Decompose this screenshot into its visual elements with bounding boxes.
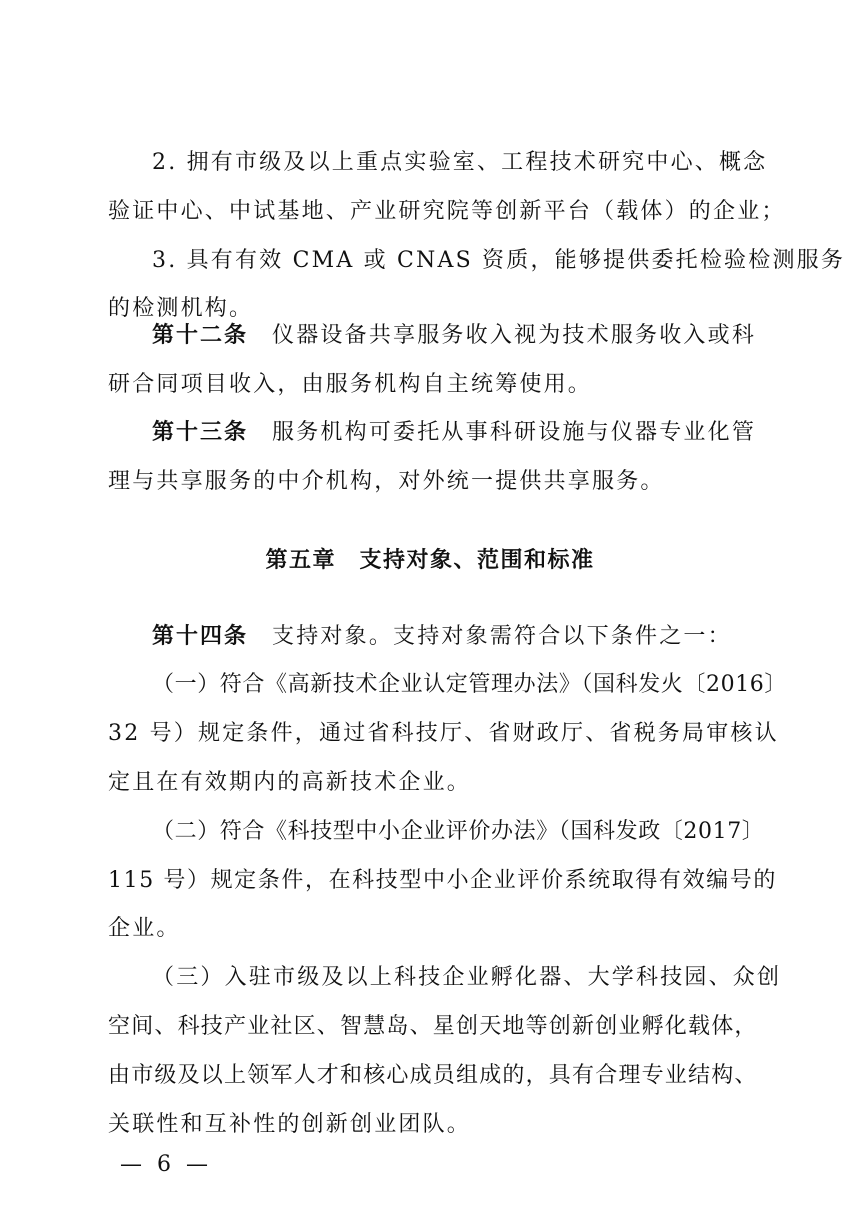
paragraph-line: （二）符合《科技型中小企业评价办法》（国科发政〔2017〕: [152, 819, 765, 844]
paragraph-line: 的检测机构。: [108, 296, 254, 321]
paragraph-line: （一）符合《高新技术企业认定管理办法》（国科发火〔2016〕: [152, 672, 787, 697]
article-13-title: 第十三条: [152, 420, 249, 445]
paragraph-line: 32 号）规定条件，通过省科技厅、省财政厅、省税务局审核认: [108, 721, 779, 746]
paragraph-line: 空间、科技产业社区、智慧岛、星创天地等创新创业孵化载体，: [108, 1014, 758, 1039]
paragraph-line: 定且在有效期内的高新技术企业。: [108, 770, 472, 795]
article-13-line: [152, 418, 757, 448]
paragraph-line: 企业。: [108, 916, 181, 941]
paragraph-line: 3. 具有有效 CMA 或 CNAS 资质，能够提供委托检验检测服务: [152, 248, 846, 273]
paragraph-line: 由市级及以上领军人才和核心成员组成的，具有合理专业结构、: [108, 1063, 758, 1088]
article-12-title: 第十二条: [152, 323, 249, 348]
article-14-text: 支持对象。支持对象需符合以下条件之一：: [272, 624, 732, 649]
paragraph-line: 理与共享服务的中介机构，对外统一提供共享服务。: [108, 469, 665, 494]
article-12-line: [152, 321, 757, 351]
page-number: — 6 —: [120, 1152, 212, 1177]
article-14-title: 第十四条: [152, 624, 249, 649]
paragraph-line: 115 号）规定条件，在科技型中小企业评价系统取得有效编号的: [108, 868, 777, 893]
article-14-line: [152, 622, 748, 652]
paragraph-line: （三）入驻市级及以上科技企业孵化器、大学科技园、众创: [152, 965, 782, 990]
paragraph-line: 研合同项目收入，由服务机构自主统筹使用。: [108, 372, 593, 397]
article-13-text: 服务机构可委托从事科研设施与仪器专业化管: [272, 420, 757, 445]
paragraph-line: 关联性和互补性的创新创业团队。: [108, 1112, 472, 1137]
paragraph-line: 验证中心、中试基地、产业研究院等创新平台（载体）的企业；: [108, 199, 786, 224]
paragraph-line: 2. 拥有市级及以上重点实验室、工程技术研究中心、概念: [152, 150, 768, 175]
chapter-heading: 第五章 支持对象、范围和标准: [265, 548, 595, 573]
article-12-text: 仪器设备共享服务收入视为技术服务收入或科: [272, 323, 757, 348]
